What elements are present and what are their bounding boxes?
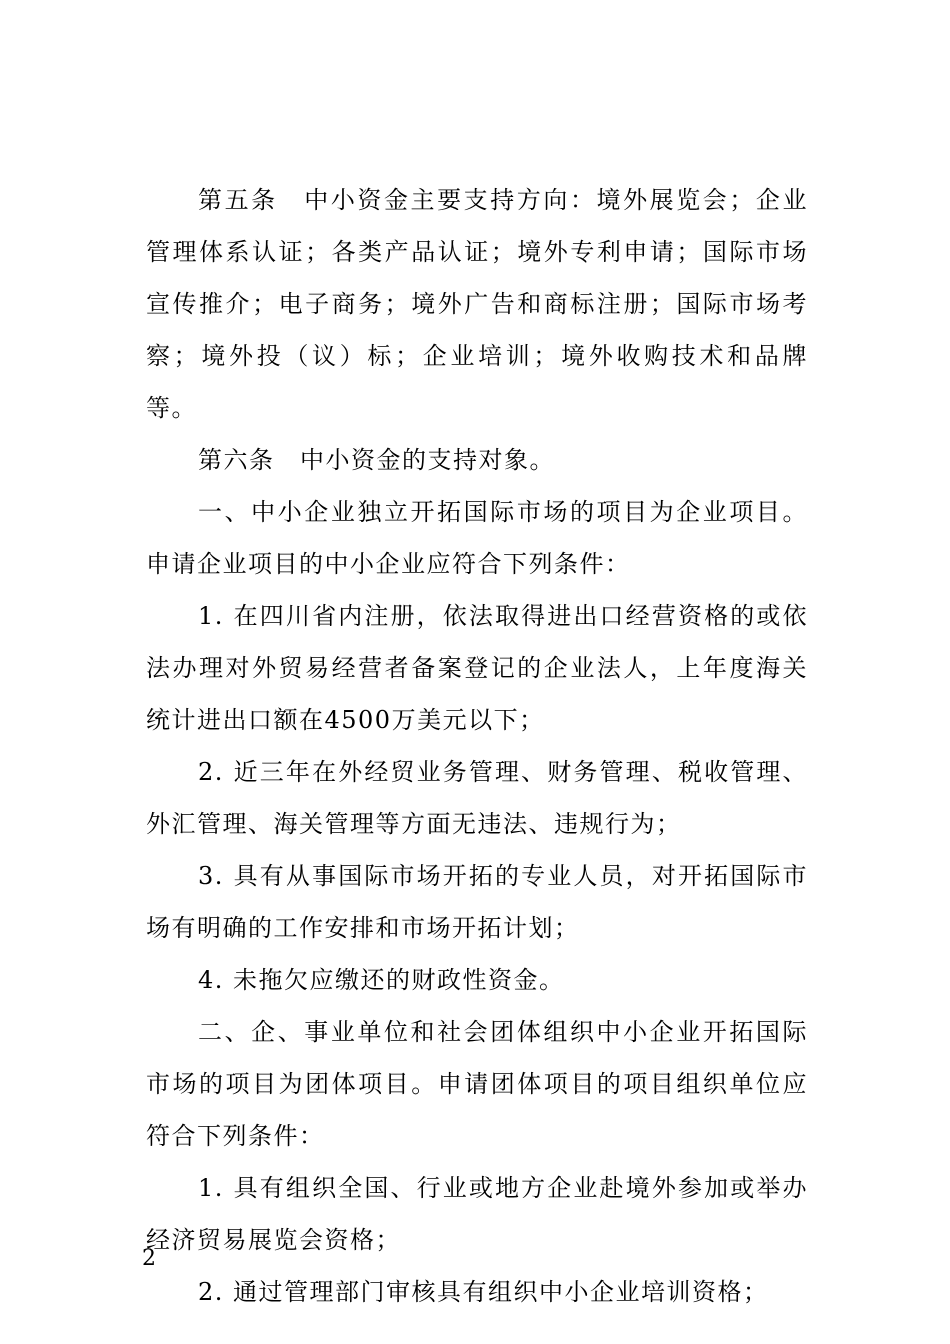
paragraph-enterprise-project: 一、中小企业独立开拓国际市场的项目为企业项目。申请企业项目的中小企业应符合下列条件： xyxy=(146,498,808,578)
paragraph-condition-2: 2. 近三年在外经贸业务管理、财务管理、税收管理、外汇管理、海关管理等方面无违法、违规行为； xyxy=(146,758,808,838)
body-text xyxy=(146,174,808,1318)
paragraph-group-condition-1: 1. 具有组织全国、行业或地方企业赴境外参加或举办经济贸易展览会资格； xyxy=(146,1174,808,1254)
paragraph-condition-1: 1. 在四川省内注册，依法取得进出口经营资格的或依法办理对外贸易经营者备案登记的企业法人，上年度海关统计进出口额在4500万美元以下； xyxy=(146,602,808,734)
page-number: 2 xyxy=(142,1246,156,1271)
paragraph-condition-4: 4. 未拖欠应缴还的财政性资金。 xyxy=(198,966,565,994)
paragraph-group-project: 二、企、事业单位和社会团体组织中小企业开拓国际市场的项目为团体项目。申请团体项目的项目组织单位应符合下列条件： xyxy=(146,1018,808,1150)
paragraph-group-condition-2: 2. 通过管理部门审核具有组织中小企业培训资格； xyxy=(198,1278,769,1306)
paragraph-article-5: 第五条 中小资金主要支持方向：境外展览会；企业管理体系认证；各类产品认证；境外专利申请；国际市场宣传推介；电子商务；境外广告和商标注册；国际市场考察；境外投（议）标；企业培训；境外收购技术和品牌等。 xyxy=(146,186,808,422)
paragraph-condition-3: 3. 具有从事国际市场开拓的专业人员，对开拓国际市场有明确的工作安排和市场开拓计划； xyxy=(146,862,808,942)
paragraph-article-6: 第六条 中小资金的支持对象。 xyxy=(198,446,555,474)
